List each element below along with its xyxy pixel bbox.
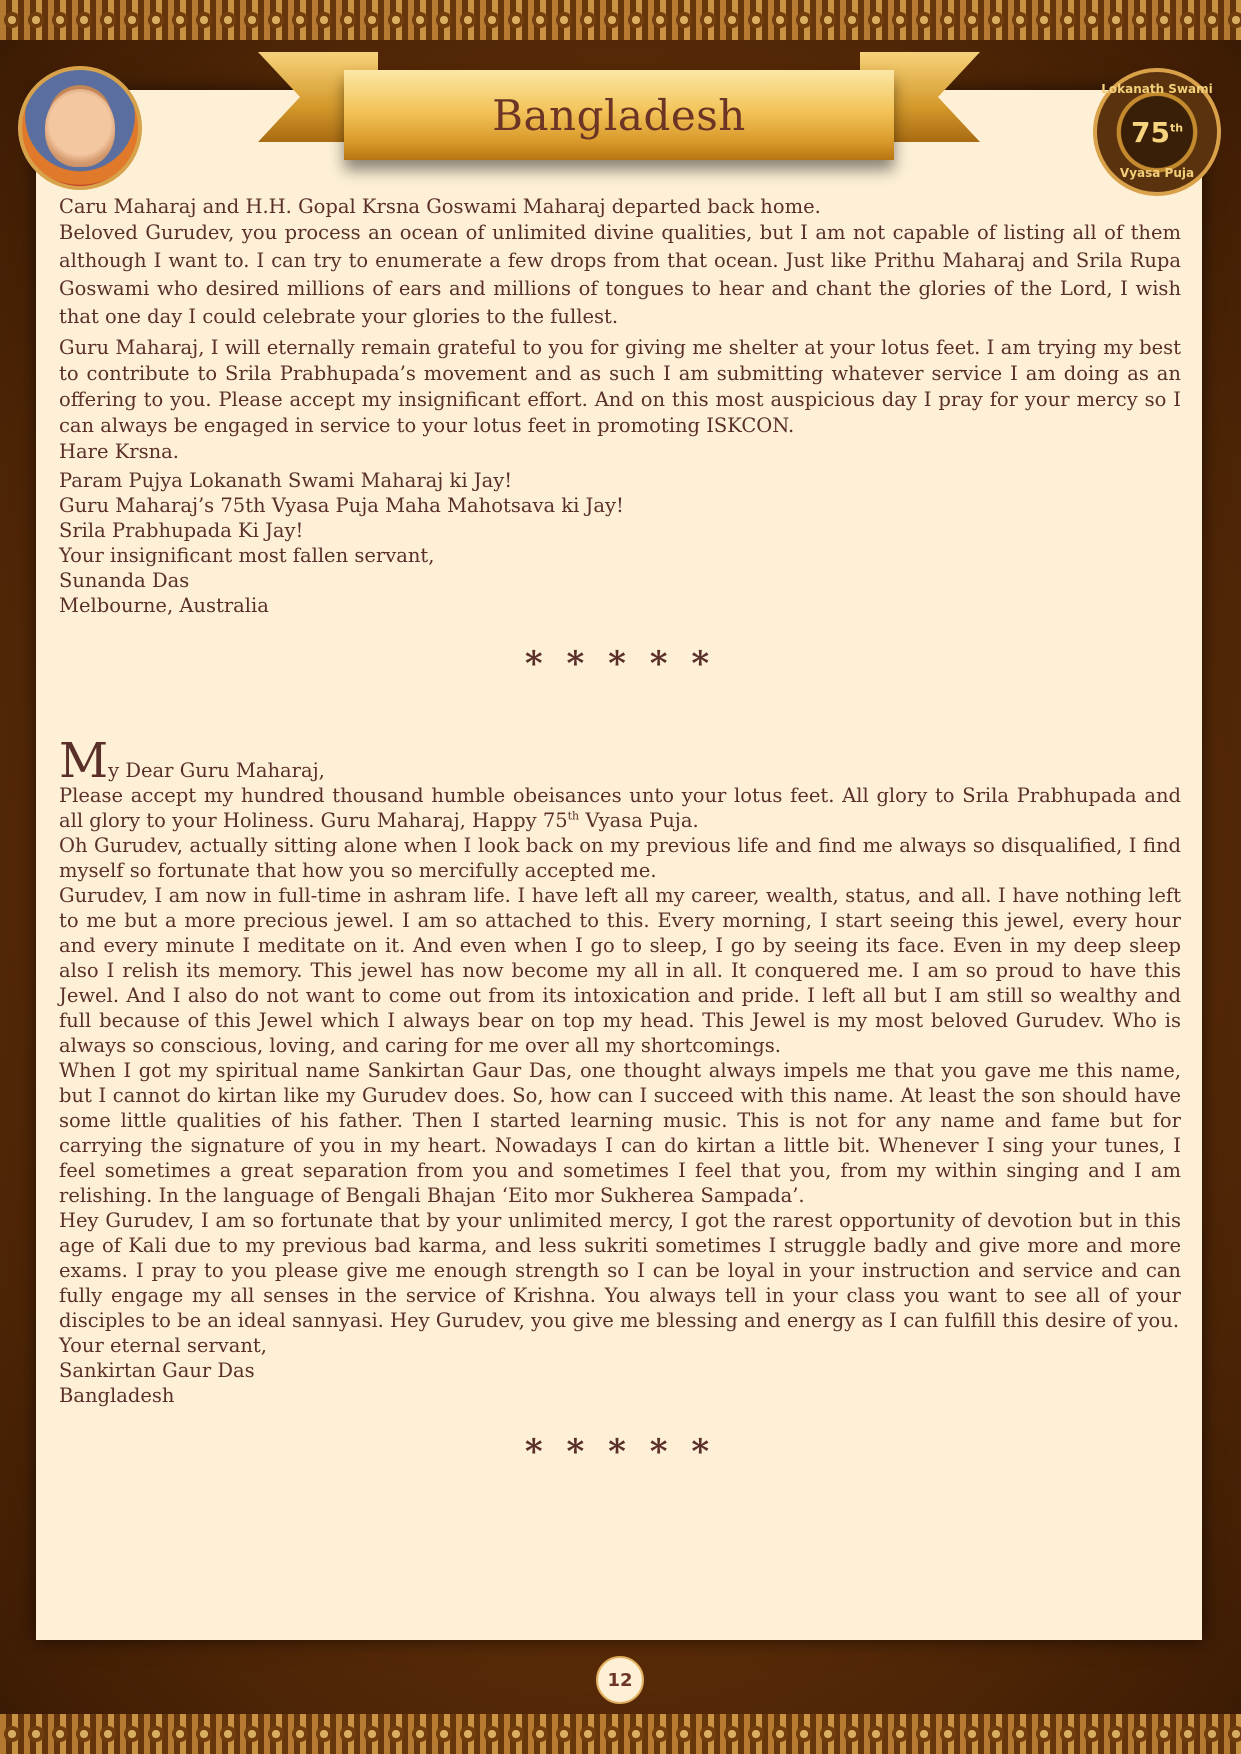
- vyasa-puja-seal: [1093, 68, 1221, 196]
- letter2-signature: Sankirtan Gaur Das: [59, 1359, 255, 1382]
- letter1-closing-line: Guru Maharaj’s 75th Vyasa Puja Maha Mahotsava ki Jay!: [59, 494, 624, 517]
- salutation-text: y Dear Guru Maharaj,: [108, 759, 325, 782]
- letter2-salutation: [59, 733, 1181, 789]
- letter1-paragraph: Beloved Gurudev, you process an ocean of unlimited divine qualities, but I am not capable of listing all of them although I want to. I can try to enumerate a few drops from that ocean. Just like Prithu Maharaj and Srila Rupa Goswami who desired millions of ears and millions of tongues to hear and chant the glories of the Lord, I wish that one day I could celebrate your glories to the fullest.: [59, 221, 1181, 328]
- seal-number: [1131, 116, 1183, 149]
- portrait-face: [45, 89, 115, 167]
- letter2-paragraph: Oh Gurudev, actually sitting alone when I look back on my previous life and find me always so disqualified, I find myself so fortunate that how you so mercifully accepted me.: [59, 834, 1181, 882]
- letter2-p1-end: Vyasa Puja.: [579, 809, 699, 832]
- letter2-paragraph: [59, 783, 1181, 833]
- letter2-closing-line: Your eternal servant,: [59, 1334, 267, 1357]
- seal-top-text: Lokanath Swami: [1101, 82, 1213, 96]
- letter2-p1-text: Please accept my hundred thousand humble obeisances unto your lotus feet. All glory to Srila Prabhupada and all glory to your Holiness. Guru Maharaj, Happy 75: [59, 784, 1181, 832]
- seal-number-value: 75: [1130, 115, 1170, 149]
- seal-bottom-text: Vyasa Puja: [1119, 166, 1195, 180]
- drop-cap: M: [59, 733, 109, 789]
- letter1-closing-line: Srila Prabhupada Ki Jay!: [59, 519, 304, 542]
- letter2-location: Bangladesh: [59, 1384, 175, 1407]
- guru-portrait-image: [18, 66, 142, 190]
- letter1-paragraph: Hare Krsna.: [59, 440, 179, 463]
- ordinal-suffix: th: [567, 809, 580, 823]
- bottom-decorative-border: [0, 1714, 1241, 1754]
- letters-body: [59, 194, 1181, 1472]
- letter1-closing-line: Your insignificant most fallen servant,: [59, 544, 435, 567]
- section-separator: * * * * *: [524, 1432, 716, 1472]
- banner-ribbon: [344, 70, 894, 160]
- section-separator: * * * * *: [524, 644, 716, 684]
- letter2-paragraph: Gurudev, I am now in full-time in ashram life. I have left all my career, wealth, status, and all. I have nothing left to me but a more precious jewel. I am so attached to this. Every morning, I start seeing this jewel, every hour and every minute I meditate on it. And even when I go to sleep, I go by seeing its face. Even in my deep sleep also I relish its memory. This jewel has now become my all in all. It conquered me. I am so proud to have this Jewel. And I also do not want to come out from its intoxication and pride. I left all but I am still so wealthy and full because of this Jewel which I always bear on top my head. This Jewel is my most beloved Gurudev. Who is always so conscious, loving, and caring for me over all my shortcomings.: [59, 884, 1181, 1057]
- letter1-closing-line: Param Pujya Lokanath Swami Maharaj ki Jay!: [59, 469, 513, 492]
- title-banner: [258, 50, 980, 170]
- letter2-paragraph: When I got my spiritual name Sankirtan Gaur Das, one thought always impels me that you gave me this name, but I cannot do kirtan like my Gurudev does. So, how can I succeed with this name. At least the son should have some little qualities of his father. Then I started learning music. This is not for any name and fame but for carrying the signature of you in my heart. Nowadays I can do kirtan a little bit. Whenever I sing your tunes, I feel sometimes a great separation from you and sometimes I feel that you, from my within singing and I am relishing. In the language of Bengali Bhajan ‘Eito mor Sukherea Sampada’.: [59, 1059, 1181, 1207]
- letter1-paragraph: Caru Maharaj and H.H. Gopal Krsna Goswami Maharaj departed back home.: [59, 195, 821, 218]
- seal-number-suffix: th: [1169, 121, 1184, 135]
- top-decorative-border: [0, 0, 1241, 40]
- letter2-paragraph: Hey Gurudev, I am so fortunate that by your unlimited mercy, I got the rarest opportunity of devotion but in this age of Kali due to my previous bad karma, and less sukriti sometimes I struggle badly and give more and more exams. I pray to you please give me enough strength so I can be loyal in your instruction and service and can fully engage my all senses in the service of Krishna. You always tell in your class you want to see all of your disciples to be an ideal sannyasi. Hey Gurudev, you give me blessing and energy as I can fulfill this desire of you.: [59, 1209, 1181, 1332]
- page-title: Bangladesh: [492, 90, 746, 140]
- letter1-location: Melbourne, Australia: [59, 594, 269, 617]
- page-number: 12: [596, 1656, 644, 1704]
- letter1-signature: Sunanda Das: [59, 569, 190, 592]
- letter1-paragraph: Guru Maharaj, I will eternally remain grateful to you for giving me shelter at your lotus feet. I am trying my best to contribute to Srila Prabhupada’s movement and as such I am submitting whatever service I am doing as an offering to you. Please accept my insignificant effort. And on this most auspicious day I pray for your mercy so I can always be engaged in service to your lotus feet in promoting ISKCON.: [59, 336, 1181, 437]
